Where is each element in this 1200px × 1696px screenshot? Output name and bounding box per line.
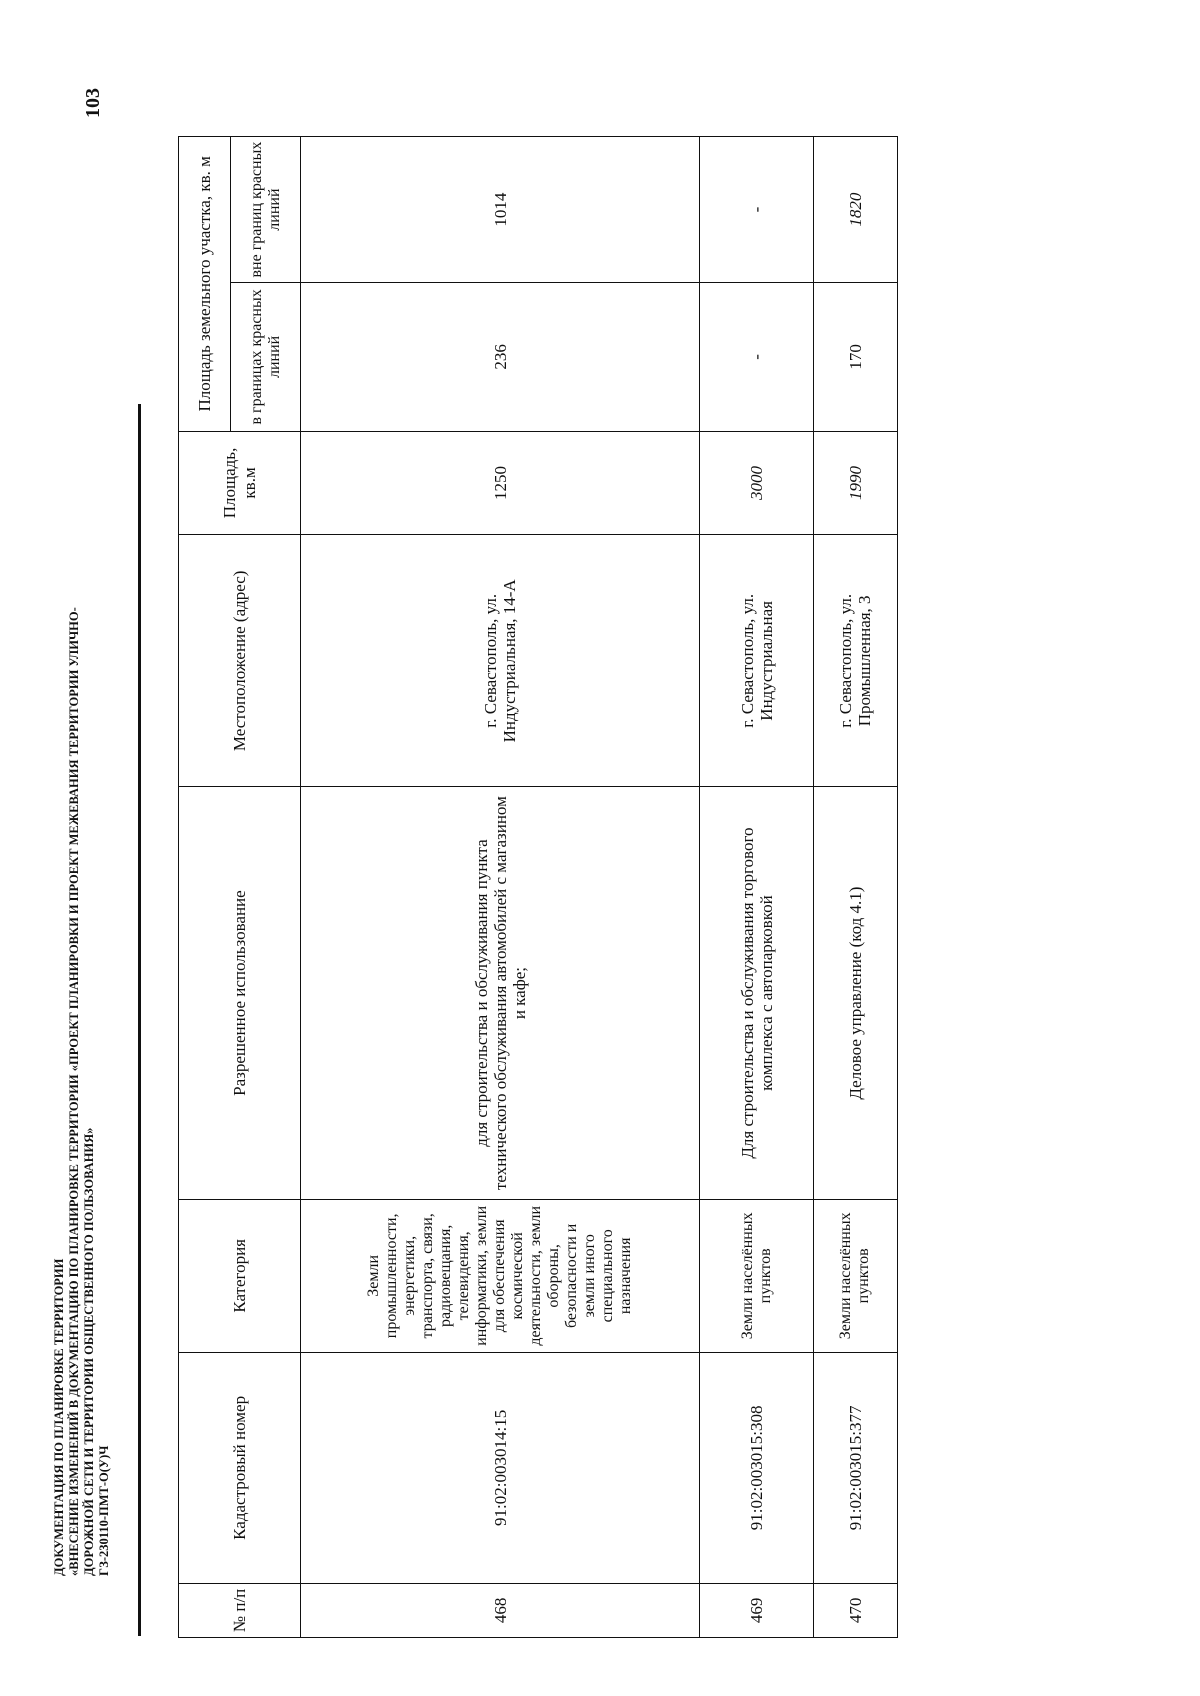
header-plot-area: Площадь земельного участка, кв. м xyxy=(179,137,231,432)
header-line-3: ДОРОЖНОЙ СЕТИ И ТЕРРИТОРИИ ОБЩЕСТВЕННОГО ПОЛЬЗОВАНИЯ» xyxy=(82,1127,96,1576)
cell-outside: - xyxy=(700,137,814,283)
page-number: 103 xyxy=(82,88,104,118)
header-area: Площадь, кв.м xyxy=(179,431,301,535)
cell-inside: 170 xyxy=(813,283,897,431)
cell-num: 470 xyxy=(813,1583,897,1637)
cell-category: Земли промышленности, энергетики, транспорта, связи, радиовещания, телевидения, информатики, земли для обеспечения космической деятельности, земли обороны, безопасности и земли иного специального назначения xyxy=(301,1199,700,1352)
cell-category: Земли населённых пунктов xyxy=(813,1199,897,1352)
cell-area: 3000 xyxy=(700,431,814,535)
cell-use: для строительства и обслуживания пункта технического обслуживания автомобилей с магазином и кафе; xyxy=(301,787,700,1199)
header-address: Местоположение (адрес) xyxy=(179,535,301,787)
cell-cadastral: 91:02:003015:308 xyxy=(700,1352,814,1583)
cell-num: 469 xyxy=(700,1583,814,1637)
cell-cadastral: 91:02:003014:15 xyxy=(301,1352,700,1583)
cell-address: г. Севастополь, ул. Индустриальная xyxy=(700,535,814,787)
header-line-4: ГЗ-230110-ПМТ-О(У)Ч xyxy=(97,1445,111,1576)
cell-num: 468 xyxy=(301,1583,700,1637)
header-outside: вне границ красных линий xyxy=(231,137,301,283)
table-row xyxy=(301,137,700,1638)
cell-category: Земли населённых пунктов xyxy=(700,1199,814,1352)
cell-inside: - xyxy=(700,283,814,431)
table-row xyxy=(813,137,897,1638)
cell-area: 1250 xyxy=(301,431,700,535)
land-plot-table xyxy=(178,136,898,1638)
header-line-2: «ВНЕСЕНИЕ ИЗМЕНЕНИЙ В ДОКУМЕНТАЦИЮ ПО ПЛАНИРОВКЕ ТЕРРИТОРИИ «ПРОЕКТ ПЛАНИРОВКИ И ПРОЕКТ МЕЖЕВАНИЯ ТЕРРИТОРИИ УЛИЧНО- xyxy=(67,607,81,1576)
cell-cadastral: 91:02:003015:377 xyxy=(813,1352,897,1583)
header-inside: в границах красных линий xyxy=(231,283,301,431)
cell-inside: 236 xyxy=(301,283,700,431)
cell-area: 1990 xyxy=(813,431,897,535)
document-header xyxy=(52,607,112,1576)
header-line-1: ДОКУМЕНТАЦИЯ ПО ПЛАНИРОВКЕ ТЕРРИТОРИИ xyxy=(52,1258,66,1576)
header-cadastral: Кадастровый номер xyxy=(179,1352,301,1583)
cell-outside: 1820 xyxy=(813,137,897,283)
cell-use: Деловое управление (код 4.1) xyxy=(813,787,897,1199)
cell-outside: 1014 xyxy=(301,137,700,283)
table-row xyxy=(700,137,814,1638)
cell-address: г. Севастополь, ул. Промышленная, 3 xyxy=(813,535,897,787)
header-num: № п/п xyxy=(179,1583,301,1637)
cell-use: Для строительства и обслуживания торгового комплекса с автопарковкой xyxy=(700,787,814,1199)
header-rule xyxy=(138,404,141,1636)
header-use: Разрешенное использование xyxy=(179,787,301,1199)
cell-address: г. Севастополь, ул. Индустриальная, 14-А xyxy=(301,535,700,787)
header-category: Категория xyxy=(179,1199,301,1352)
